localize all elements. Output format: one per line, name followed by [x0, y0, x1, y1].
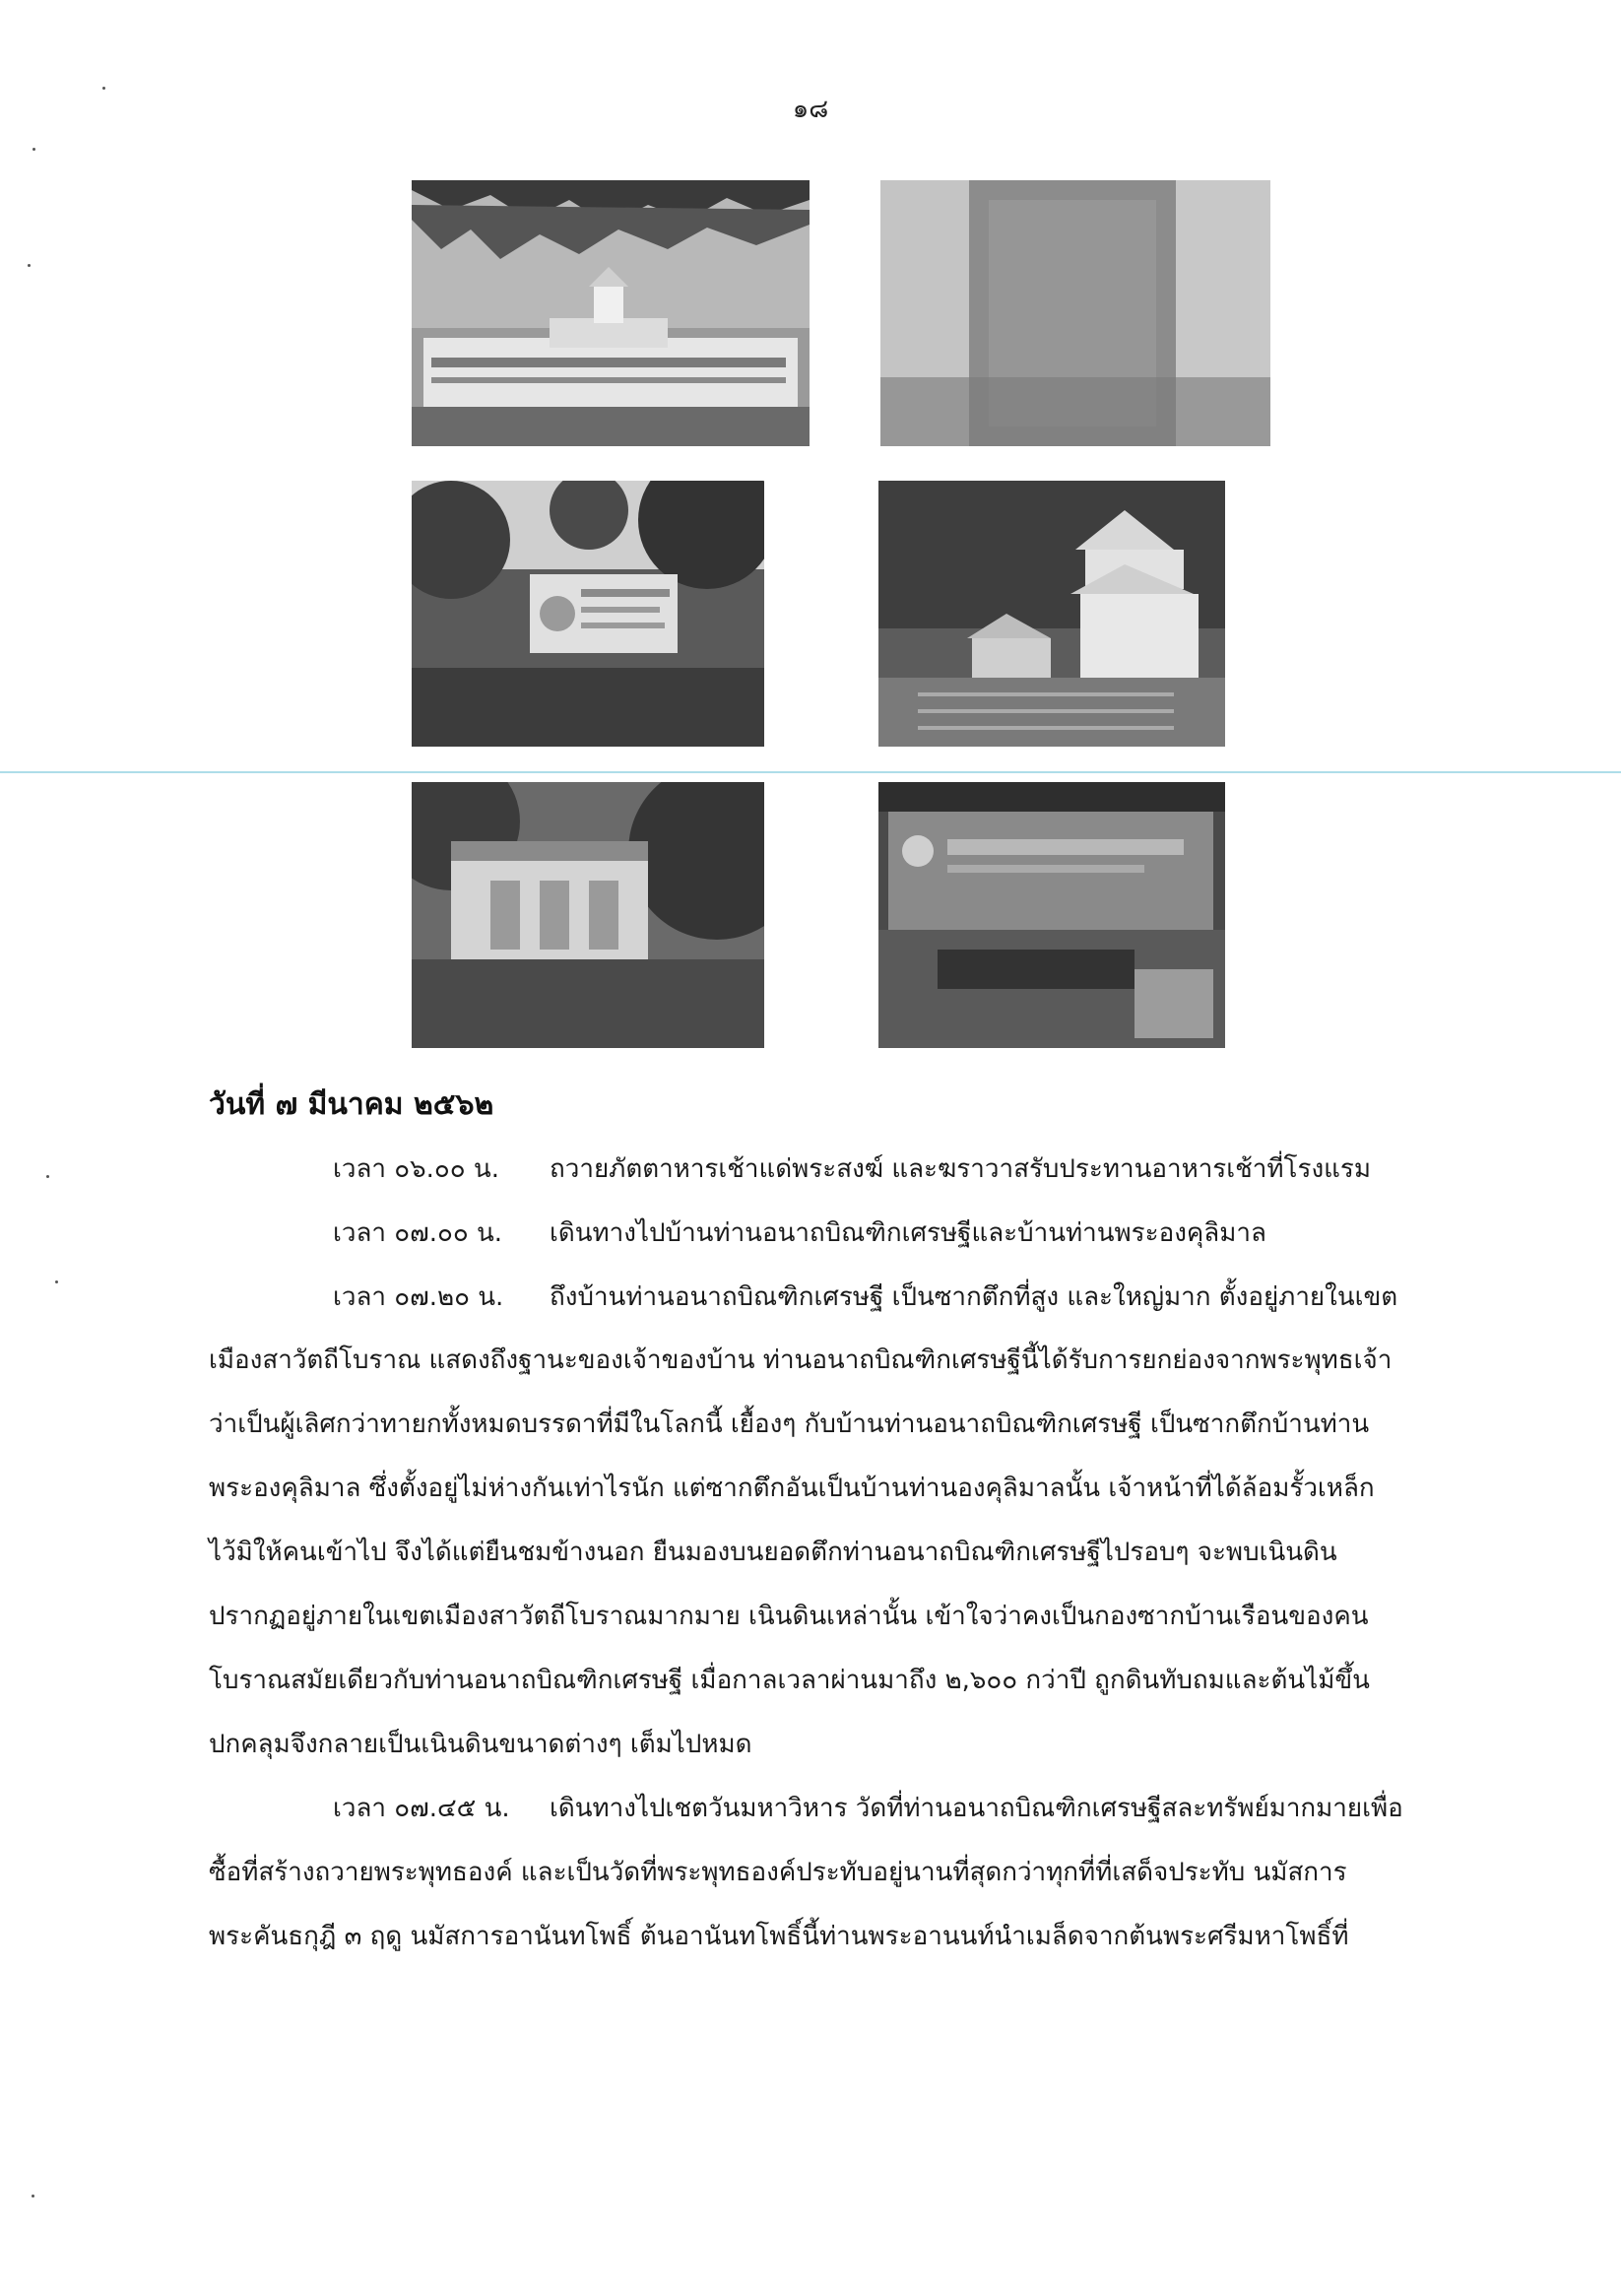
scan-speck	[28, 264, 31, 267]
photo-thai-temple-stairs	[878, 481, 1225, 747]
scan-speck	[55, 1280, 58, 1283]
itinerary-entry	[333, 1277, 1397, 1317]
paragraph-line: ซื้อที่สร้างถวายพระพุทธองค์ และเป็นวัดที่พระพุทธองค์ประทับอยู่นานที่สุดกว่าทุกที่ที่เสด็จประทับ นมัสการ	[209, 1858, 1347, 1887]
photo-stone-pillar	[880, 180, 1270, 446]
scan-line	[0, 771, 1621, 773]
entry-text: ถวายภัตตาหารเช้าแด่พระสงฆ์ และฆราวาสรับประทานอาหารเช้าที่โรงแรม	[550, 1154, 1372, 1184]
paragraph-line: เมืองสาวัตถีโบราณ แสดงถึงฐานะของเจ้าของบ้าน ท่านอนาถบิณฑิกเศรษฐีนี้ได้รับการยกย่องจากพระพุทธเจ้า	[209, 1345, 1393, 1375]
paragraph-line: ปกคลุมจึงกลายเป็นเนินดินขนาดต่างๆ เต็มไปหมด	[209, 1730, 752, 1759]
paragraph-line: พระองคุลิมาล ซึ่งตั้งอยู่ไม่ห่างกันเท่าไรนัก แต่ซากตึกอันเป็นบ้านท่านองคุลิมาลนั้น เจ้าหน้าที่ได้ล้อมรั้วเหล็ก	[209, 1474, 1375, 1503]
itinerary-entry	[333, 1148, 1371, 1189]
paragraph-line: ว่าเป็นผู้เลิศกว่าทายกทั้งหมดบรรดาที่มีในโลกนี้ เยื้องๆ กับบ้านท่านอนาถบิณฑิกเศรษฐี เป็นซากตึกบ้านท่าน	[209, 1410, 1370, 1439]
scan-speck	[102, 87, 105, 90]
entry-time: เวลา ๐๗.๔๕ น.	[333, 1794, 510, 1823]
entry-time: เวลา ๐๖.๐๐ น.	[333, 1154, 499, 1184]
itinerary-entry	[333, 1788, 1403, 1828]
scan-speck	[32, 148, 35, 151]
entry-text: เดินทางไปเชตวันมหาวิหาร วัดที่ท่านอนาถบิณฑิกเศรษฐีสละทรัพย์มากมายเพื่อ	[550, 1794, 1403, 1823]
photo-temple-with-flags	[412, 180, 810, 446]
photo-hall-interior	[878, 782, 1225, 1048]
itinerary-entry	[333, 1213, 1266, 1253]
photo-signboard-trees	[412, 481, 764, 747]
paragraph-line: โบราณสมัยเดียวกับท่านอนาถบิณฑิกเศรษฐี เมื่อกาลเวลาผ่านมาถึง ๒,๖๐๐ กว่าปี ถูกดินทับถมและต้นไม้ขึ้น	[209, 1666, 1370, 1695]
page-number: ๑๘	[792, 95, 829, 124]
date-heading: วันที่ ๗ มีนาคม ๒๕๖๒	[209, 1087, 494, 1122]
entry-text: เดินทางไปบ้านท่านอนาถบิณฑิกเศรษฐีและบ้านท่านพระองคุลิมาล	[550, 1218, 1266, 1248]
entry-time: เวลา ๐๗.๒๐ น.	[333, 1282, 504, 1312]
paragraph-line: พระคันธกุฎี ๓ ฤดู นมัสการอานันทโพธิ์ ต้นอานันทโพธิ์นี้ท่านพระอานนท์นำเมล็ดจากต้นพระศรีมหาโพธิ์ที่	[209, 1922, 1349, 1951]
scan-speck	[32, 2195, 34, 2198]
entry-time: เวลา ๐๗.๐๐ น.	[333, 1218, 503, 1248]
paragraph-line: ปรากฏอยู่ภายในเขตเมืองสาวัตถีโบราณมากมาย เนินดินเหล่านั้น เข้าใจว่าคงเป็นกองซากบ้านเรือนของคน	[209, 1602, 1369, 1631]
entry-text: ถึงบ้านท่านอนาถบิณฑิกเศรษฐี เป็นซากตึกที่สูง และใหญ่มาก ตั้งอยู่ภายในเขต	[550, 1282, 1398, 1312]
paragraph-line: ไว้มิให้คนเข้าไป จึงได้แต่ยืนชมข้างนอก ยืนมองบนยอดตึกท่านอนาถบิณฑิกเศรษฐีไปรอบๆ จะพบเนินดิน	[209, 1538, 1337, 1567]
photo-building-under-trees	[412, 782, 764, 1048]
scan-speck	[46, 1175, 49, 1178]
